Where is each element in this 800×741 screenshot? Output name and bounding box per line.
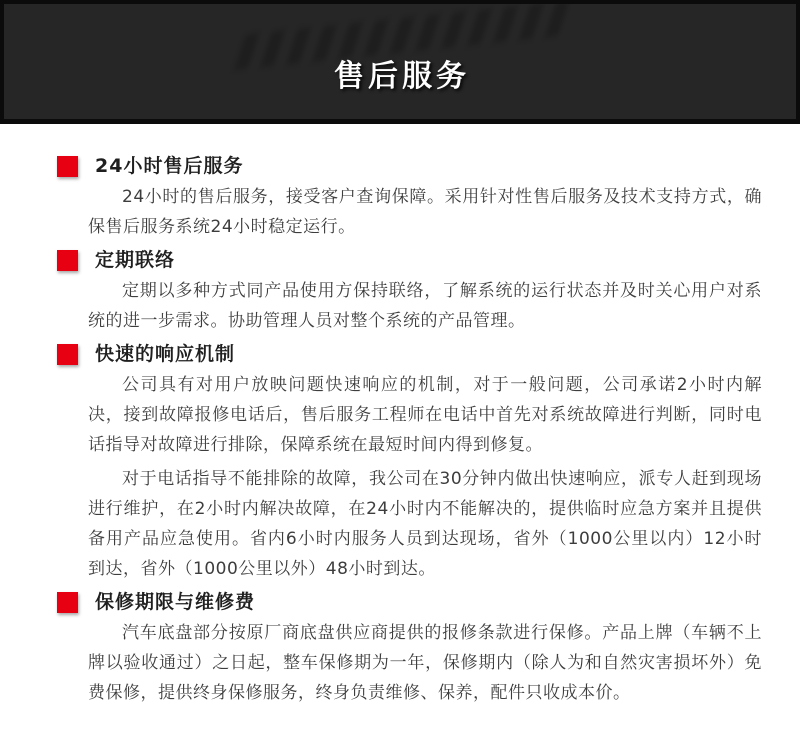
section-24h-service — [0, 154, 800, 242]
red-square-bullet-icon — [57, 592, 78, 613]
section-heading-row — [57, 342, 800, 366]
content — [0, 124, 800, 708]
section-heading: 保修期限与维修费 — [95, 591, 256, 613]
section-paragraph: 公司具有对用户放映问题快速响应的机制，对于一般问题，公司承诺2小时内解决，接到故障报修电话后，售后服务工程师在电话中首先对系统故障进行判断，同时电话指导对故障进行排除，保障系统在最短时间内得到修复。 — [88, 375, 762, 455]
section-heading-row — [57, 154, 800, 178]
page-header — [0, 0, 800, 124]
red-square-bullet-icon — [57, 344, 78, 365]
section-heading: 24小时售后服务 — [95, 155, 244, 177]
red-square-bullet-icon — [57, 250, 78, 271]
red-square-bullet-icon — [57, 156, 78, 177]
section-paragraph: 定期以多种方式同产品使用方保持联络，了解系统的运行状态并及时关心用户对系统的进一步需求。协助管理人员对整个系统的产品管理。 — [88, 281, 762, 331]
section-heading-row — [57, 590, 800, 614]
section-heading: 定期联络 — [95, 249, 176, 271]
section-paragraph: 对于电话指导不能排除的故障，我公司在30分钟内做出快速响应，派专人赶到现场进行维护，在2小时内解决故障，在24小时内不能解决的，提供临时应急方案并且提供备用产品应急使用。省内6小时内服务人员到达现场，省外（1000公里以内）12小时到达，省外（1000公里以外）48小时到达。 — [88, 469, 762, 579]
section-paragraph: 汽车底盘部分按原厂商底盘供应商提供的报修条款进行保修。产品上牌（车辆不上牌以验收通过）之日起，整车保修期为一年，保修期内（除人为和自然灾害损坏外）免费保修，提供终身保修服务，终身负责维修、保养，配件只收成本价。 — [88, 623, 762, 703]
page-title: 售后服务 — [334, 58, 470, 94]
section-heading-row — [57, 248, 800, 272]
section-warranty — [0, 590, 800, 708]
section-regular-contact — [0, 248, 800, 336]
section-rapid-response — [0, 342, 800, 584]
section-heading: 快速的响应机制 — [95, 343, 236, 365]
section-paragraph: 24小时的售后服务，接受客户查询保障。采用针对性售后服务及技术支持方式，确保售后服务系统24小时稳定运行。 — [88, 187, 762, 237]
